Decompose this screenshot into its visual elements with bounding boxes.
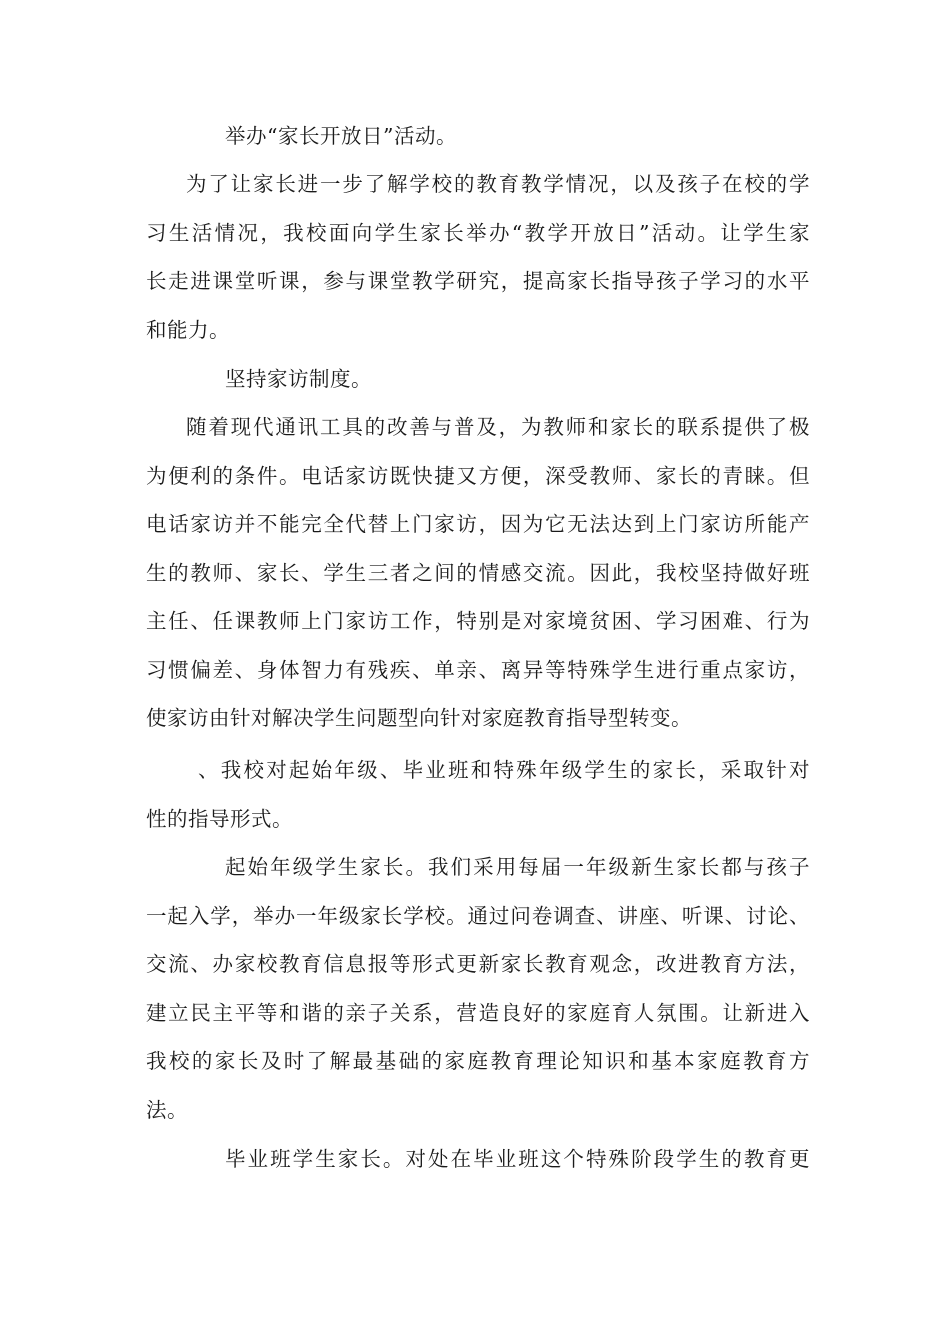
- text-line: 主任、任课教师上门家访工作，特别是对家境贫困、学习困难、行为: [146, 609, 810, 633]
- paragraph-targeted-guidance: [146, 746, 810, 843]
- paragraph-home-visit-body: [146, 403, 810, 743]
- text-line: 性的指导形式。: [146, 806, 293, 831]
- text-line: 交流、办家校教育信息报等形式更新家长教育观念，改进教育方法，: [146, 952, 810, 976]
- text-line: 使家访由针对解决学生问题型向针对家庭教育指导型转变。: [146, 706, 692, 730]
- text-line: 法。: [146, 1097, 188, 1122]
- text-line: 习生活情况，我校面向学生家长举办“教学开放日”活动。让学生家: [146, 220, 810, 245]
- paragraph-first-grade-parents: [146, 843, 810, 1134]
- text-line: 、我校对起始年级、毕业班和特殊年级学生的家长，采取针对: [198, 758, 810, 782]
- paragraph-open-day-heading: [146, 112, 810, 161]
- paragraph-open-day-body: [146, 160, 810, 354]
- text-line: 随着现代通讯工具的改善与普及，为教师和家长的联系提供了极: [186, 415, 810, 439]
- text-line: 一起入学，举办一年级家长学校。通过问卷调查、讲座、听课、讨论、: [146, 903, 810, 928]
- text-line: 长走进课堂听课，参与课堂教学研究，提高家长指导孩子学习的水平: [146, 269, 810, 293]
- text-line: 毕业班学生家长。对处在毕业班这个特殊阶段学生的教育更: [225, 1147, 810, 1171]
- text-line: 坚持家访制度。: [225, 367, 372, 391]
- text-line: 生的教师、家长、学生三者之间的情感交流。因此，我校坚持做好班: [146, 560, 810, 585]
- text-line: 举办“家长开放日”活动。: [225, 124, 457, 148]
- text-line: 为便利的条件。电话家访既快捷又方便，深受教师、家长的青睐。但: [146, 463, 810, 488]
- text-line: 为了让家长进一步了解学校的教育教学情况，以及孩子在校的学: [186, 172, 810, 196]
- paragraph-graduating-class-parents: [146, 1135, 810, 1184]
- paragraph-home-visit-heading: [146, 355, 810, 404]
- text-line: 电话家访并不能完全代替上门家访，因为它无法达到上门家访所能产: [146, 512, 810, 536]
- text-line: 习惯偏差、身体智力有残疾、单亲、离异等特殊学生进行重点家访，: [146, 657, 810, 682]
- text-line: 起始年级学生家长。我们采用每届一年级新生家长都与孩子: [225, 855, 810, 879]
- text-line: 和能力。: [146, 317, 230, 342]
- text-line: 建立民主平等和谐的亲子关系，营造良好的家庭育人氛围。让新进入: [146, 1000, 810, 1025]
- text-line: 我校的家长及时了解最基础的家庭教育理论知识和基本家庭教育方: [146, 1049, 810, 1073]
